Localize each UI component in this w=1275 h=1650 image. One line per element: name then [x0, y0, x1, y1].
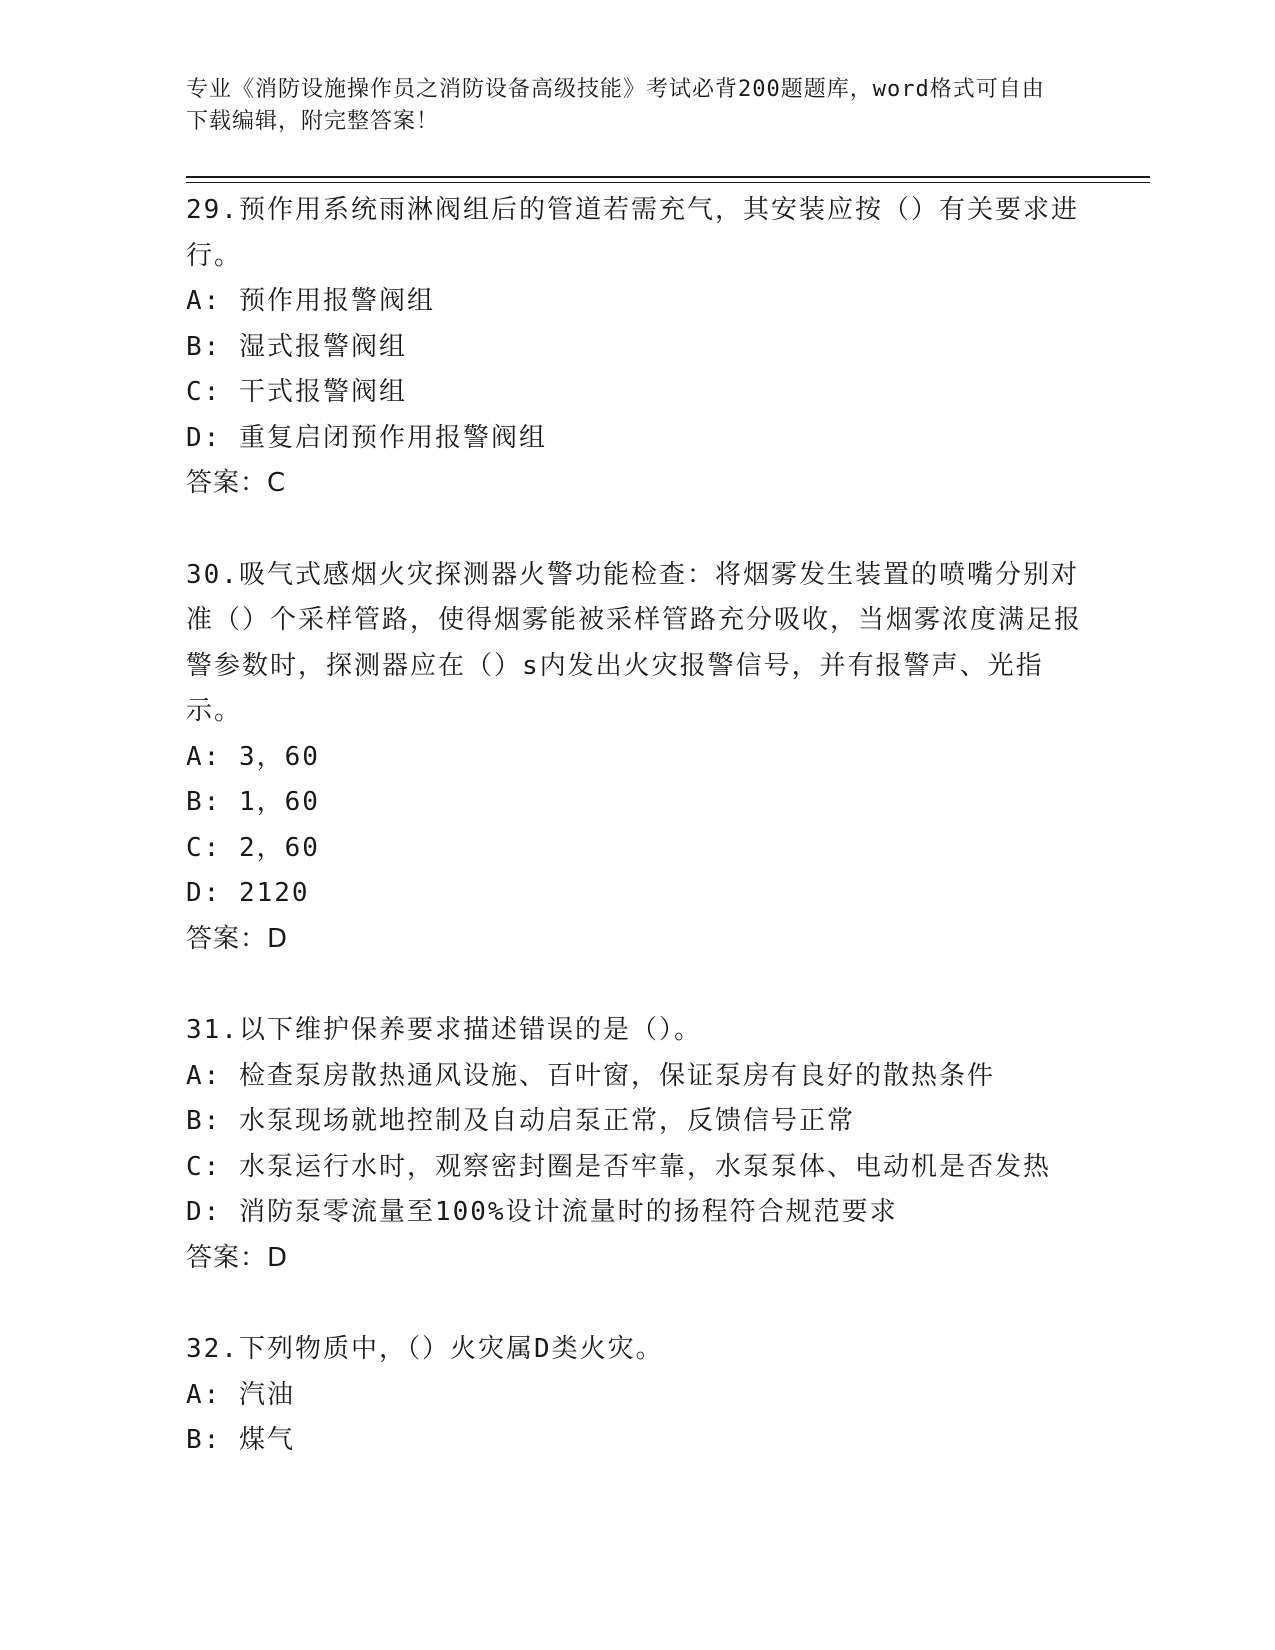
option-b: B: 水泵现场就地控制及自动启泵正常，反馈信号正常: [186, 1106, 855, 1136]
option-c: C: 干式报警阀组: [186, 377, 407, 407]
document-header: 专业《消防设施操作员之消防设备高级技能》考试必背200题题库，word格式可自由下载编辑，附完整答案！: [186, 77, 1045, 134]
option-d: D: 重复启闭预作用报警阀组: [186, 422, 547, 453]
option-d: D: 2120: [186, 878, 310, 908]
header-divider-thin: [186, 182, 1150, 183]
option-c: C: 水泵运行水时，观察密封圈是否牢靠，水泵泵体、电动机是否发热: [186, 1151, 1051, 1182]
option-a: A: 检查泵房散热通风设施、百叶窗，保证泵房有良好的散热条件: [186, 1060, 995, 1091]
question-stem: 29.预作用系统雨淋阀组后的管道若需充气，其安装应按（）有关要求进行。: [186, 195, 1079, 271]
option-a: A: 3，60: [186, 741, 320, 772]
question-list: [186, 188, 1086, 1510]
question-30: [186, 553, 1086, 963]
option-b: B: 煤气: [186, 1425, 295, 1455]
option-d: D: 消防泵零流量至100%设计流量时的扬程符合规范要求: [186, 1197, 898, 1227]
option-a: A: 汽油: [186, 1379, 295, 1410]
question-stem: 32.下列物质中，（）火灾属D类火灾。: [186, 1334, 664, 1364]
question-stem: 31.以下维护保养要求描述错误的是（）。: [186, 1015, 702, 1045]
answer-label: 答案：D: [186, 1242, 289, 1273]
question-stem: 30.吸气式感烟火灾探测器火警功能检查：将烟雾发生装置的喷嘴分别对准（）个采样管路，使得烟雾能被采样管路充分吸收，当烟雾浓度满足报警参数时，探测器应在（）s内发出火灾报警信号，并有报警声、光指示。: [186, 559, 1083, 726]
option-b: B: 湿式报警阀组: [186, 331, 407, 362]
option-a: A: 预作用报警阀组: [186, 286, 435, 316]
answer-label: 答案：D: [186, 923, 289, 954]
option-c: C: 2，60: [186, 832, 320, 863]
answer-label: 答案：C: [186, 468, 287, 498]
question-29: [186, 188, 1086, 507]
option-b: B: 1，60: [186, 787, 320, 817]
header-divider-thick: [186, 176, 1150, 178]
question-32: [186, 1327, 1086, 1464]
question-31: [186, 1008, 1086, 1281]
